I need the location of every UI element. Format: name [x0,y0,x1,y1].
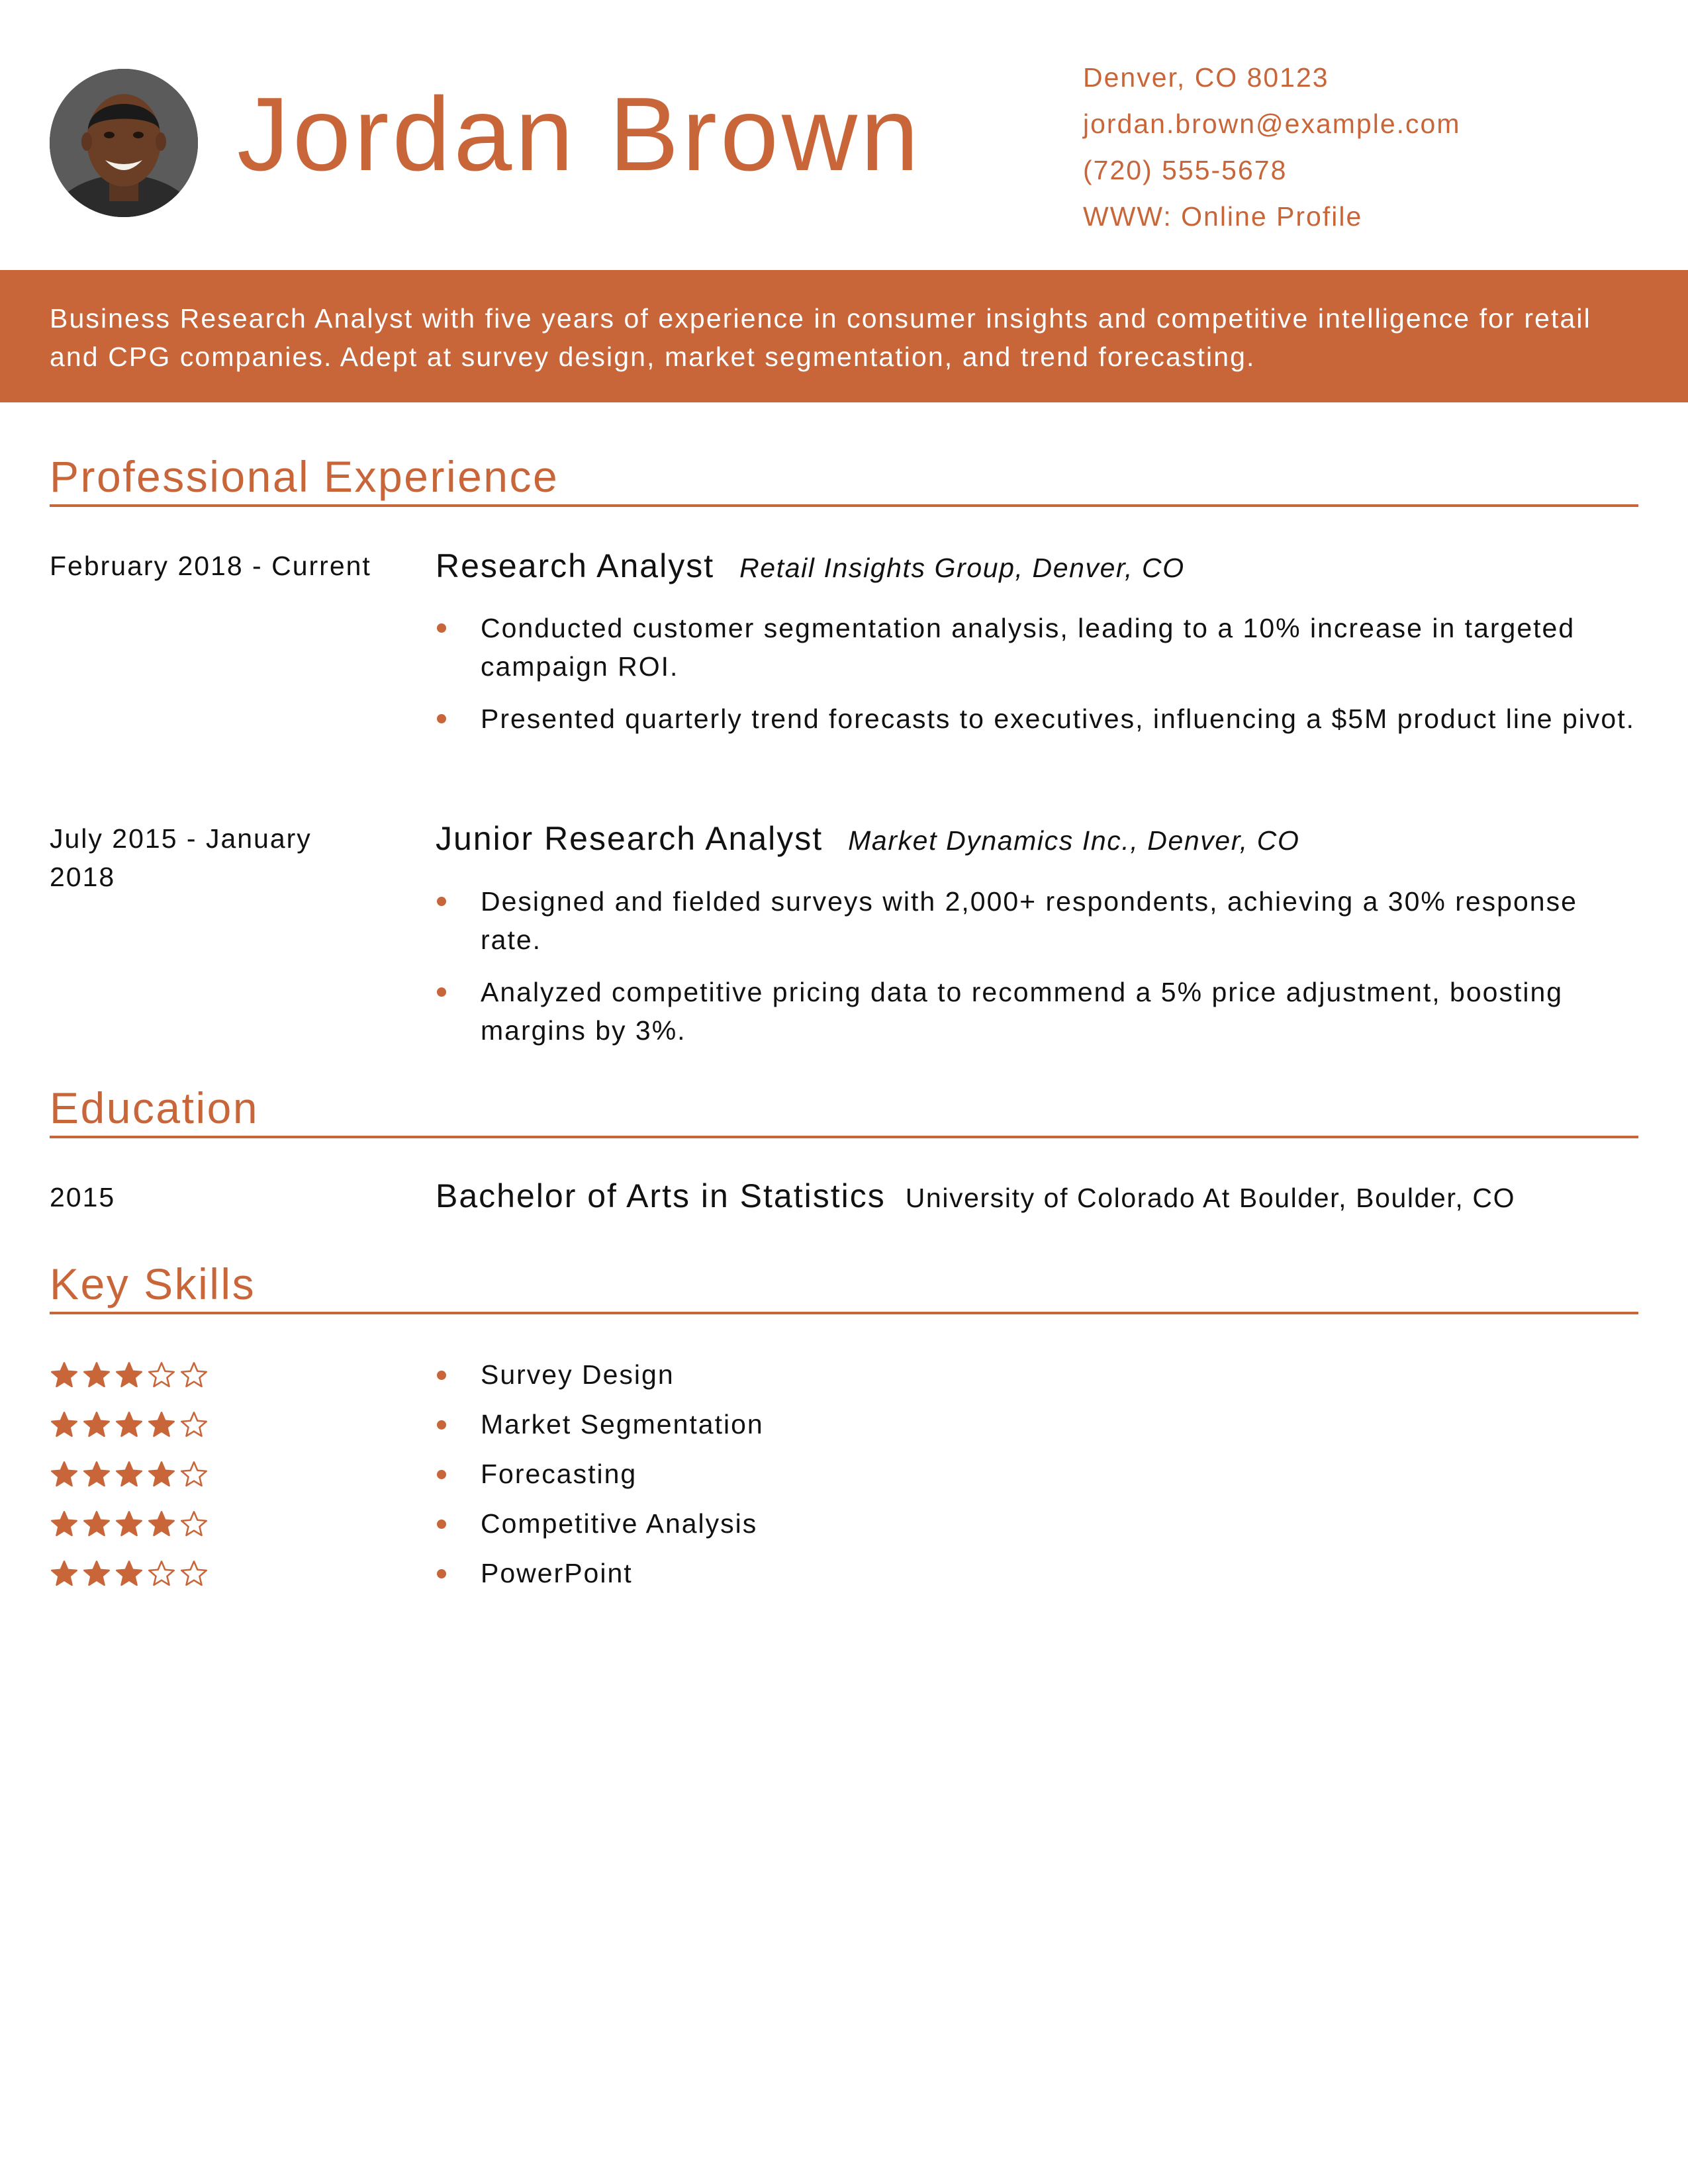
star-filled-icon [115,1361,144,1390]
star-filled-icon [50,1559,79,1588]
education-degree: Bachelor of Arts in Statistics [436,1177,886,1214]
star-filled-icon [50,1410,79,1439]
star-outline-icon [179,1510,209,1539]
section-title-education: Education [50,1081,1638,1138]
star-outline-icon [147,1361,176,1390]
skill-rating [50,1499,212,1549]
star-filled-icon [115,1460,144,1489]
job-title: Research Analyst [436,547,715,584]
star-outline-icon [147,1559,176,1588]
job-bullet: Designed and fielded surveys with 2,000+ respondents, achieving a 30% response rate. [436,882,1640,959]
skill-ratings [50,1350,212,1598]
star-filled-icon [147,1510,176,1539]
star-filled-icon [82,1559,111,1588]
star-outline-icon [179,1559,209,1588]
star-filled-icon [82,1460,111,1489]
contact-block [1083,54,1460,240]
job-bullet-list [436,882,1640,1064]
skill-rating [50,1549,212,1598]
job-dates: February 2018 - Current [50,551,371,581]
job-bullet-list [436,609,1640,752]
section-title-experience: Professional Experience [50,450,1638,507]
star-filled-icon [147,1410,176,1439]
star-outline-icon [179,1361,209,1390]
contact-website[interactable]: WWW: Online Profile [1083,201,1363,232]
summary-band [0,270,1688,402]
job-bullet: Presented quarterly trend forecasts to executives, influencing a $5M product line pivot. [436,700,1640,738]
skill-rating [50,1449,212,1499]
star-filled-icon [115,1510,144,1539]
resume-header [0,0,1688,270]
job-title: Junior Research Analyst [436,820,823,857]
job-header [436,819,1300,858]
star-filled-icon [82,1410,111,1439]
star-outline-icon [179,1460,209,1489]
contact-address: Denver, CO 80123 [1083,62,1329,93]
job-bullet: Analyzed competitive pricing data to recommend a 5% price adjustment, boosting margins by 3%. [436,973,1640,1050]
job-header [436,547,1185,585]
star-filled-icon [115,1559,144,1588]
job-dates: July 2015 - January 2018 [50,823,312,892]
skill-rating [50,1350,212,1400]
skill-item: Competitive Analysis [436,1499,1495,1549]
skill-item: Survey Design [436,1350,1495,1400]
education-entry [436,1177,1515,1215]
candidate-name: Jordan Brown [237,76,922,193]
education-year: 2015 [50,1182,116,1212]
section-title-skills: Key Skills [50,1257,1638,1314]
job-bullet: Conducted customer segmentation analysis, leading to a 10% increase in targeted campaign ROI. [436,609,1640,686]
star-outline-icon [179,1410,209,1439]
skill-list [436,1350,1495,1598]
avatar [50,69,198,217]
star-filled-icon [82,1361,111,1390]
skill-rating [50,1400,212,1449]
star-filled-icon [50,1510,79,1539]
skill-item: Market Segmentation [436,1400,1495,1449]
summary-text: Business Research Analyst with five years of experience in consumer insights and competitive intelligence for retail and CPG companies. Adept at survey design, market segmentation, and trend forecasting. [50,303,1591,372]
skill-item: PowerPoint [436,1549,1495,1598]
profile-photo [50,69,198,217]
star-filled-icon [50,1361,79,1390]
contact-phone[interactable]: (720) 555-5678 [1083,155,1288,185]
skill-item: Forecasting [436,1449,1495,1499]
star-filled-icon [147,1460,176,1489]
job-company: Retail Insights Group, Denver, CO [739,553,1185,583]
star-filled-icon [50,1460,79,1489]
contact-email[interactable]: jordan.brown@example.com [1083,109,1461,139]
star-filled-icon [82,1510,111,1539]
job-company: Market Dynamics Inc., Denver, CO [848,825,1300,856]
education-school: University of Colorado At Boulder, Boulder, CO [905,1183,1516,1213]
star-filled-icon [115,1410,144,1439]
